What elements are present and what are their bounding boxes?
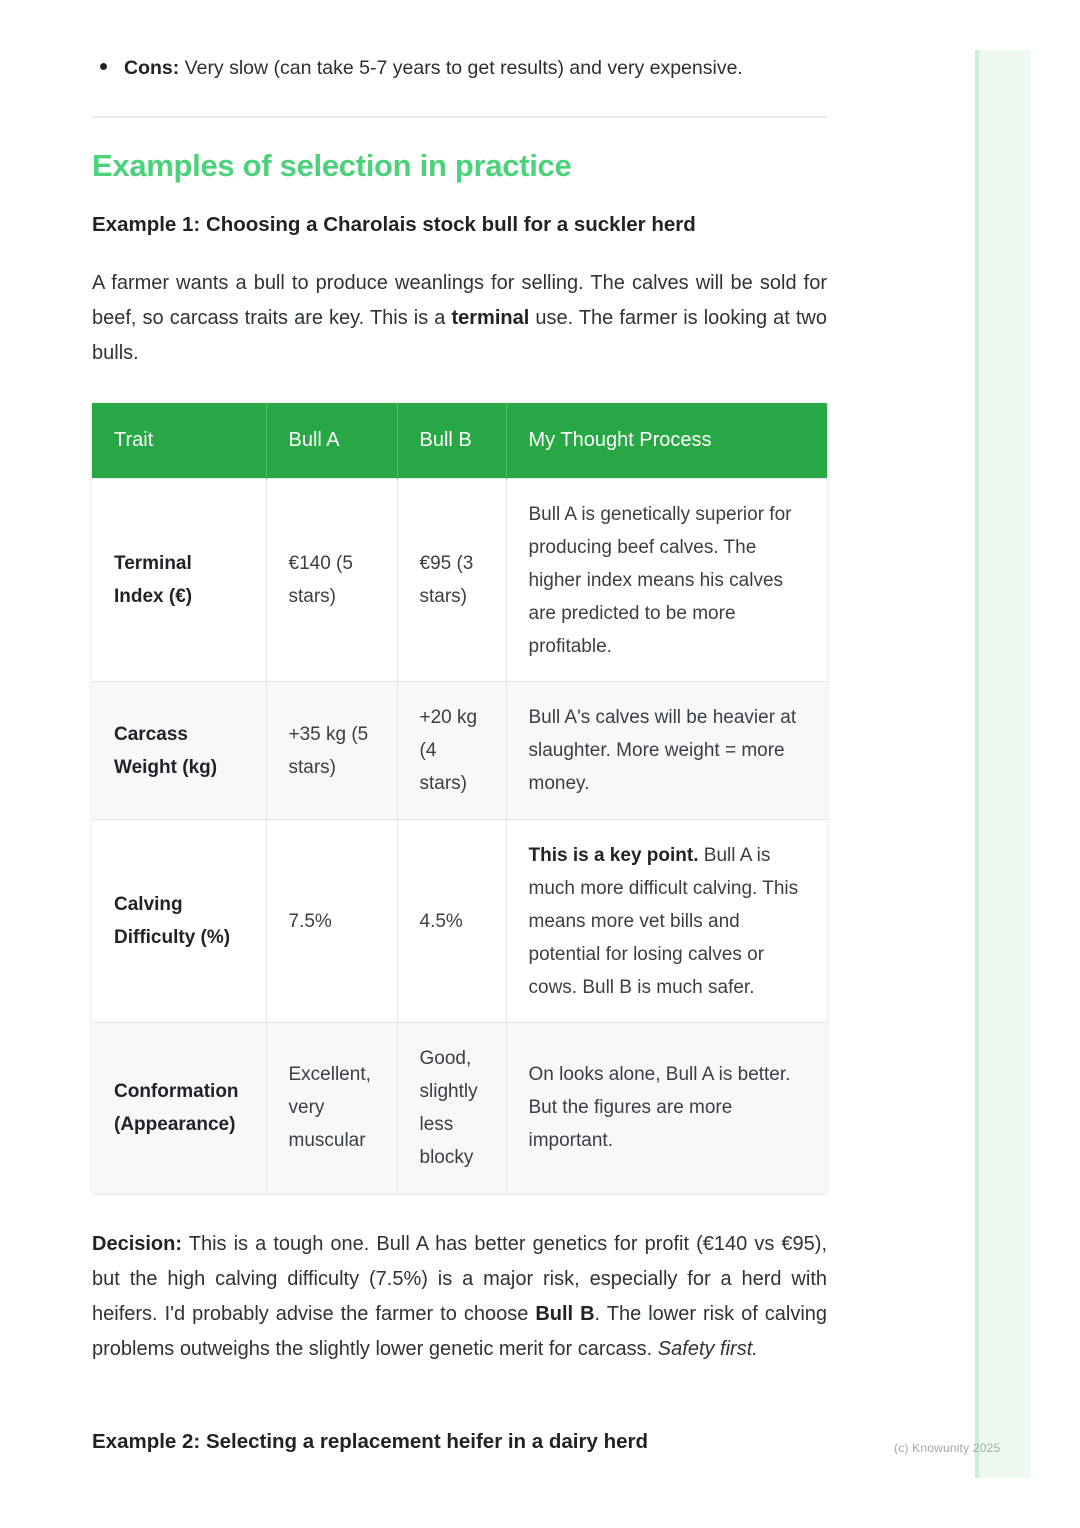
bull-a-cell: €140 (5 stars) <box>266 479 397 682</box>
bull-b-cell: €95 (3 stars) <box>397 479 506 682</box>
cons-bullet <box>100 54 743 82</box>
thought-cell <box>506 479 827 682</box>
decision-bold: Bull B <box>535 1303 595 1325</box>
example1-heading: Example 1: Choosing a Charolais stock bull for a suckler herd <box>92 213 696 236</box>
copyright-notice: (c) Knowunity 2025 <box>894 1441 1001 1455</box>
header-bull-b: Bull B <box>397 403 506 479</box>
trait-cell: Carcass Weight (kg) <box>92 682 266 820</box>
decision-paragraph <box>92 1227 827 1367</box>
thought-bold: This is a key point. <box>528 844 699 866</box>
intro-text-b: use. The farmer is looking at two bulls. <box>92 307 827 364</box>
cons-text: Very slow (can take 5-7 years to get results) and very expensive. <box>179 57 743 79</box>
sidebar-strip <box>975 50 1031 1478</box>
section-divider <box>92 116 827 118</box>
thought-text: Bull A is genetically superior for producing beef calves. The higher index means his calves are predicted to be more profitable. <box>528 503 792 657</box>
thought-text: On looks alone, Bull A is better. But the figures are more important. <box>528 1064 791 1152</box>
trait-cell: Terminal Index (€) <box>92 479 266 682</box>
intro-text-a: A farmer wants a bull to produce weanlings for selling. The calves will be sold for beef, so carcass traits are key. This is a <box>92 272 827 329</box>
bull-comparison-table <box>92 403 827 1193</box>
table-header-row <box>92 403 827 479</box>
decision-label: Decision: <box>92 1233 183 1255</box>
decision-text-b: . The lower risk of calving problems outweighs the slightly lower genetic merit for carcass. <box>92 1303 828 1360</box>
bullet-dot-icon <box>100 63 107 70</box>
thought-cell <box>506 820 827 1023</box>
bull-a-cell: 7.5% <box>266 820 397 1023</box>
thought-text: Bull A is much more difficult calving. This means more vet bills and potential for losing calves or cows. Bull B is much safer. <box>528 844 799 998</box>
trait-cell: Conformation (Appearance) <box>92 1023 266 1193</box>
bull-a-cell: Excellent, very muscular <box>266 1023 397 1193</box>
example2-heading: Example 2: Selecting a replacement heifer in a dairy herd <box>92 1430 648 1453</box>
bull-b-cell: +20 kg (4 stars) <box>397 682 506 820</box>
section-title: Examples of selection in practice <box>92 148 572 183</box>
intro-bold: terminal <box>451 307 530 329</box>
trait-cell: Calving Difficulty (%) <box>92 820 266 1023</box>
cons-label: Cons: <box>124 57 180 79</box>
thought-text: Bull A's calves will be heavier at slaughter. More weight = more money. <box>528 707 797 794</box>
table-row <box>92 1023 827 1193</box>
table-row <box>92 682 827 820</box>
thought-cell <box>506 1023 827 1193</box>
decision-text-a: This is a tough one. Bull A has better genetics for profit (€140 vs €95), but the high calving difficulty (7.5%) is a major risk, especially for a herd with heifers. I'd probably advise the farmer to choose <box>92 1233 827 1325</box>
table-row <box>92 479 827 682</box>
header-thought-process: My Thought Process <box>506 403 827 479</box>
decision-italic: Safety first. <box>657 1338 758 1360</box>
sidebar-accent-line <box>975 50 979 1478</box>
bull-a-cell: +35 kg (5 stars) <box>266 682 397 820</box>
example1-intro <box>92 266 827 371</box>
bull-b-cell: 4.5% <box>397 820 506 1023</box>
header-bull-a: Bull A <box>266 403 397 479</box>
table-row <box>92 820 827 1023</box>
bull-b-cell: Good, slightly less blocky <box>397 1023 506 1193</box>
header-trait: Trait <box>92 403 266 479</box>
thought-cell <box>506 682 827 820</box>
